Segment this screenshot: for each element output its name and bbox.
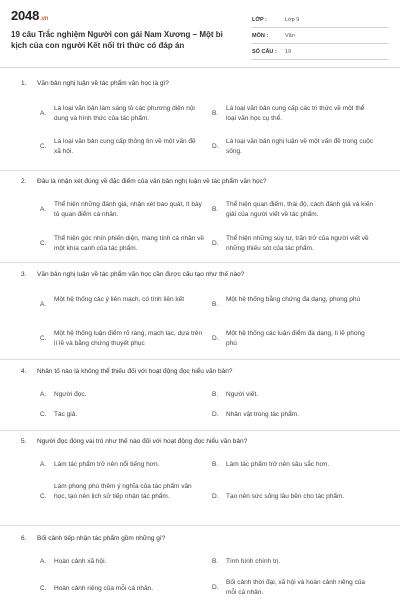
option-letter: B. [212,391,219,398]
option-letter: A. [40,110,47,117]
question-divider [0,262,400,263]
meta-value: Văn [285,32,295,39]
option-letter: C. [40,585,47,592]
option-text: Làm phong phú thêm ý nghĩa của tác phẩm văn học, tạo nên lịch sử tiếp nhận tác phẩm. [54,483,192,500]
meta-row-subject [252,28,388,44]
option-text: Một hệ thống các luận điểm đa dạng, lí lẽ phong phú [226,330,365,347]
option-letter: A. [40,461,47,468]
option-letter: A. [40,301,47,308]
option-text: Một hệ thống luận điểm rõ ràng, mạch lạc, dựa trên lí lẽ và bằng chứng thuyết phục [54,330,203,347]
question-text: 2. Đâu là nhận xét đúng về đặc điểm của văn bản nghị luận về tác phẩm văn học? [21,178,267,185]
option-text: Người đọc. [54,391,87,398]
option-letter: C. [40,143,47,150]
option-text: Nhân vật trong tác phẩm. [226,411,299,418]
option-letter: B. [212,461,219,468]
option-letter: D. [212,584,219,591]
option-text: Là loại văn bản làm sáng tỏ các phương diện nội dung và hình thức của tác phẩm. [54,105,195,122]
option-text: Thể hiện những đánh giá, nhận xét bao quát, ít bày tỏ quan điểm cá nhân. [54,201,202,218]
option-letter: B. [212,206,219,213]
option-text: Người viết. [226,391,259,398]
question-text: 6. Bối cảnh tiếp nhận tác phẩm gồm những gì? [21,535,166,542]
meta-row-grade [252,12,388,28]
meta-key: LỚP : [252,16,267,23]
meta-value: 19 [285,48,292,55]
meta-key: SỐ CÂU : [252,48,277,55]
option-text: Thể hiện góc nhìn phiến diện, mang tính cá nhân về một khía cạnh của tác phẩm. [54,235,204,252]
option-text: Là loại văn bản cung cấp các tri thức về một thể loại văn học cụ thể. [226,105,365,122]
option-text: Một hệ thống bằng chứng đa dạng, phong phú [226,296,361,303]
option-text: Làm tác phẩm trở nên sâu sắc hơn. [226,461,330,468]
question-divider [0,525,400,526]
option-text: Tác giả. [54,411,78,418]
option-text: Hoàn cảnh xã hội. [54,558,107,565]
site-logo[interactable] [11,8,48,23]
option-letter: A. [40,558,47,565]
logo-main: 2048 [11,8,40,23]
option-letter: A. [40,206,47,213]
meta-value: Lớp 9 [285,16,300,23]
option-letter: B. [212,110,219,117]
question-divider [0,359,400,360]
option-text: Thể hiện quan điểm, thái độ, cách đánh giá và kiến giải của người viết về tác phẩm. [226,201,374,218]
document-title: 19 câu Trắc nghiệm Người con gái Nam Xương – Một bi kịch của con người Kết nối tri thức có đáp án [11,30,223,50]
page-header [0,0,400,68]
option-letter: D. [212,240,219,247]
question-text: 3. Văn bản nghị luận về tác phẩm văn học cần được cấu tạo như thế nào? [21,271,245,278]
option-letter: C. [40,240,47,247]
option-text: Một hệ thống các ý liên mạch, có tính liên kết [54,296,185,303]
option-text: Bối cảnh thời đại, xã hội và hoàn cảnh riêng của mỗi cá nhân. [226,579,366,596]
meta-key: MÔN : [252,32,269,39]
option-text: Là loại văn bản cung cấp thông tin về một vấn đề xã hội. [54,138,196,155]
option-text: Tình hình chính trị. [226,558,281,565]
option-letter: D. [212,493,219,500]
question-text: 1. Văn bản nghị luận về tác phẩm văn học là gì? [21,80,169,87]
option-text: Tạo nên sức sống lâu bền cho tác phẩm. [226,493,345,500]
option-text: Là loại văn bản nghị luận về một vấn đề trong cuộc sống. [226,138,374,155]
option-letter: B. [212,301,219,308]
option-letter: B. [212,558,219,565]
option-letter: C. [40,335,47,342]
question-divider [0,170,400,171]
meta-table [252,12,388,60]
meta-row-question-count [252,44,388,60]
option-letter: C. [40,493,47,500]
option-letter: D. [212,335,219,342]
option-text: Hoàn cảnh riêng của mỗi cá nhân. [54,585,154,592]
option-letter: C. [40,411,47,418]
option-text: Làm tác phẩm trở nên nổi tiếng hơn. [54,461,160,468]
option-text: Thể hiện những suy tư, trăn trở của người viết về những thiếu sót của tác phẩm. [226,235,369,252]
question-text: 5. Người đọc đóng vai trò như thế nào đối với hoạt động đọc hiểu văn bản? [21,438,248,445]
option-letter: A. [40,391,47,398]
question-text: 4. Nhân tố nào là không thể thiếu đối với hoạt động đọc hiểu văn bản? [21,368,233,375]
logo-suffix: .vn [40,16,49,22]
option-letter: D. [212,143,219,150]
question-divider [0,430,400,431]
option-letter: D. [212,411,219,418]
